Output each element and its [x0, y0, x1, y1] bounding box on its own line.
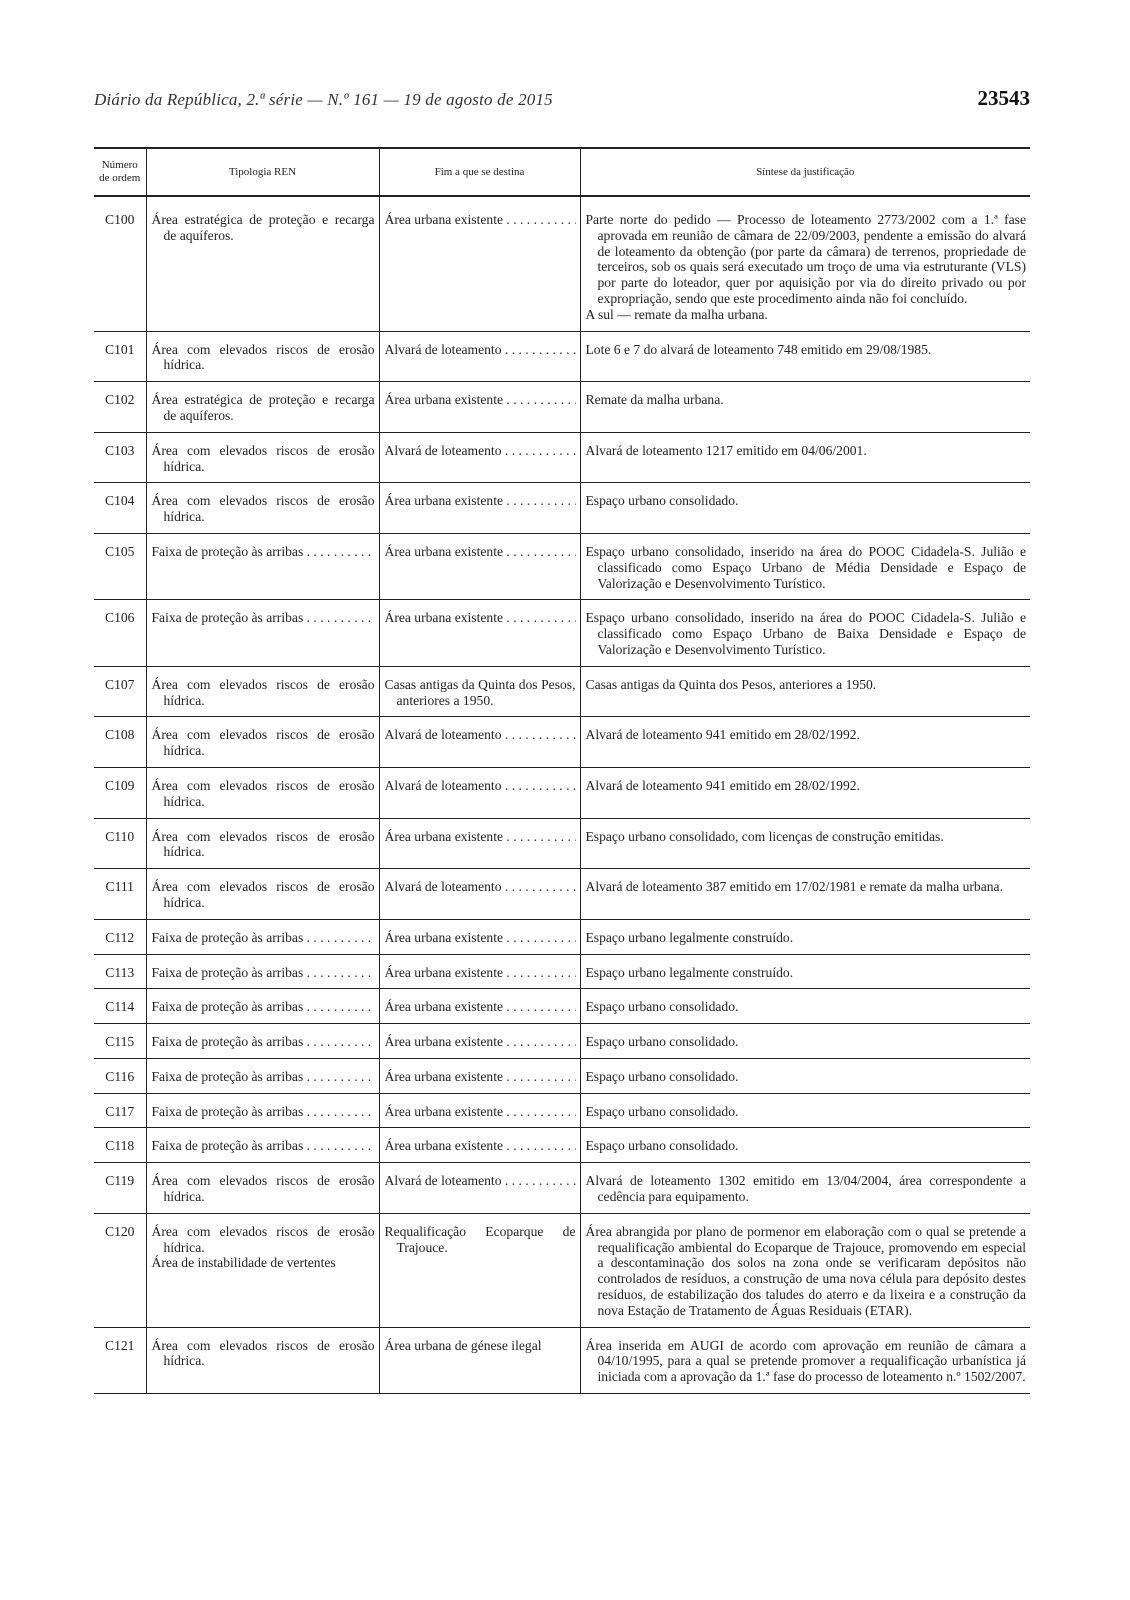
fim-text	[385, 965, 576, 981]
cell-fim	[379, 767, 580, 818]
tipologia-text	[152, 1255, 375, 1271]
cell-tipologia	[146, 331, 379, 382]
tipologia-text	[152, 879, 375, 911]
leader-dots	[503, 1138, 575, 1153]
fim-text	[385, 1104, 576, 1120]
tipologia-text	[152, 1338, 375, 1370]
cell-numero: C102	[94, 382, 146, 433]
cell-sintese	[580, 533, 1030, 599]
fim-value: Casas antigas da Quinta dos Pesos, anteriores a 1950.	[384, 676, 576, 708]
sintese-text: Espaço urbano legalmente construído.	[585, 964, 794, 980]
leader-dots	[503, 392, 575, 407]
cell-sintese	[580, 432, 1030, 483]
tipologia-value: Área com elevados riscos de erosão hídrica.	[151, 493, 375, 525]
sintese-text: Espaço urbano consolidado, com licenças de construção emitidas.	[585, 828, 944, 844]
fim-text	[385, 443, 576, 459]
journal-title: Diário da República, 2.ª série — N.º 161 — 19 de agosto de 2015	[94, 90, 553, 109]
cell-tipologia	[146, 954, 379, 989]
leader-dots	[503, 829, 575, 844]
leader-dots	[303, 610, 374, 625]
cell-tipologia	[146, 1213, 379, 1327]
cell-numero: C103	[94, 432, 146, 483]
tipologia-text	[152, 1104, 375, 1120]
table-row	[94, 666, 1030, 717]
cell-fim	[379, 196, 580, 331]
cell-numero: C108	[94, 717, 146, 768]
cell-tipologia	[146, 600, 379, 666]
leader-dots	[503, 1069, 575, 1084]
cell-tipologia	[146, 818, 379, 869]
fim-text	[385, 1034, 576, 1050]
sintese-text: Espaço urbano consolidado.	[585, 1034, 739, 1050]
sintese-text: Espaço urbano legalmente construído.	[585, 929, 794, 945]
fim-text	[385, 829, 576, 845]
tipologia-text	[152, 1173, 375, 1205]
cell-fim	[379, 989, 580, 1024]
fim-value: Área urbana existente	[384, 929, 504, 945]
cell-tipologia	[146, 1327, 379, 1393]
leader-dots	[503, 610, 575, 625]
table-row	[94, 717, 1030, 768]
cell-sintese	[580, 869, 1030, 920]
table-row	[94, 196, 1030, 331]
cell-sintese	[580, 382, 1030, 433]
cell-sintese	[580, 919, 1030, 954]
cell-sintese	[580, 1327, 1030, 1393]
tipologia-value: Área com elevados riscos de erosão hídrica.	[151, 1173, 375, 1205]
leader-dots	[503, 965, 575, 980]
tipologia-value: Área de instabilidade de vertentes	[151, 1255, 336, 1271]
sintese-text: Área abrangida por plano de pormenor em elaboração com o qual se pretende a requalificação ambiental do Ecoparque de Trajouce, promovendo em especial a descontaminação dos solos na zona onde se verificaram depósitos não controlados de resíduos, a construção de uma nova célula para depósito destes resíduos, de estabilização dos taludes do aterro e da lixeira e a construção da nova Estação de Tratamento de Águas Residuais (ETAR).	[585, 1223, 1026, 1318]
cell-numero: C121	[94, 1327, 146, 1393]
leader-dots	[502, 727, 576, 742]
fim-value: Área urbana existente	[384, 964, 504, 980]
tipologia-value: Área com elevados riscos de erosão hídrica.	[151, 777, 375, 809]
fim-value: Área urbana existente	[384, 1103, 504, 1119]
tipologia-value: Área estratégica de proteção e recarga de aquíferos.	[151, 392, 375, 423]
fim-text	[385, 879, 576, 895]
cell-fim	[379, 717, 580, 768]
cell-numero: C116	[94, 1058, 146, 1093]
leader-dots	[503, 544, 575, 559]
sintese-text: Alvará de loteamento 387 emitido em 17/02/1981 e remate da malha urbana.	[585, 879, 1003, 895]
page-header	[94, 86, 1030, 116]
cell-fim	[379, 1327, 580, 1393]
cell-fim	[379, 666, 580, 717]
cell-fim	[379, 1058, 580, 1093]
tipologia-text	[152, 829, 375, 861]
tipologia-value: Área com elevados riscos de erosão hídrica.	[151, 727, 375, 759]
leader-dots	[502, 879, 576, 894]
col-header-sintese: Síntese da justificação	[580, 148, 1030, 196]
cell-fim	[379, 1128, 580, 1163]
fim-value: Alvará de loteamento	[384, 341, 502, 357]
leader-dots	[303, 544, 374, 559]
sintese-text: Espaço urbano consolidado.	[585, 1103, 739, 1119]
cell-fim	[379, 382, 580, 433]
fim-text	[385, 342, 576, 358]
tipologia-text	[152, 1069, 375, 1085]
leader-dots	[502, 1173, 576, 1188]
tipologia-value: Faixa de proteção às arribas	[151, 610, 304, 626]
table-row	[94, 818, 1030, 869]
tipologia-text	[152, 1224, 375, 1256]
tipologia-value: Faixa de proteção às arribas	[151, 999, 304, 1015]
cell-tipologia	[146, 196, 379, 331]
table-row	[94, 989, 1030, 1024]
leader-dots	[503, 212, 575, 227]
leader-dots	[502, 443, 576, 458]
cell-fim	[379, 1024, 580, 1059]
tipologia-value: Faixa de proteção às arribas	[151, 929, 304, 945]
cell-sintese	[580, 1128, 1030, 1163]
tipologia-text	[152, 1138, 375, 1154]
sintese-text: Parte norte do pedido — Processo de loteamento 2773/2002 com a 1.ª fase aprovada em reunião de câmara de 22/09/2003, pendente a emissão do alvará de loteamento da obtenção (por parte da câmara) de terrenos, propriedade de terceiros, sob os quais será executado um troço de uma via estruturante (VLS) por parte do loteador, quer por aquisição por via do direito privado ou por expropriação, sendo que este procedimento ainda não foi concluído.	[585, 212, 1026, 306]
cell-tipologia	[146, 382, 379, 433]
cell-sintese	[580, 717, 1030, 768]
cell-tipologia	[146, 989, 379, 1024]
cell-fim	[379, 533, 580, 599]
cell-tipologia	[146, 1093, 379, 1128]
fim-value: Alvará de loteamento	[384, 1173, 502, 1189]
leader-dots	[503, 1034, 575, 1049]
tipologia-text	[152, 392, 375, 424]
table-row	[94, 1128, 1030, 1163]
tipologia-value: Área com elevados riscos de erosão hídrica.	[151, 676, 375, 708]
cell-tipologia	[146, 483, 379, 534]
table-row	[94, 331, 1030, 382]
fim-value: Requalificação Ecoparque de Trajouce.	[384, 1223, 576, 1255]
table-header-row	[94, 148, 1030, 196]
cell-tipologia	[146, 533, 379, 599]
cell-numero: C115	[94, 1024, 146, 1059]
fim-text	[385, 677, 576, 709]
cell-numero: C101	[94, 331, 146, 382]
fim-text	[385, 727, 576, 743]
cell-sintese	[580, 331, 1030, 382]
cell-fim	[379, 600, 580, 666]
fim-value: Alvará de loteamento	[384, 879, 502, 895]
table-row	[94, 432, 1030, 483]
fim-value: Área urbana existente	[384, 392, 504, 408]
table-row	[94, 767, 1030, 818]
fim-text	[385, 930, 576, 946]
cell-sintese	[580, 600, 1030, 666]
cell-tipologia	[146, 869, 379, 920]
cell-numero: C118	[94, 1128, 146, 1163]
cell-numero: C110	[94, 818, 146, 869]
cell-tipologia	[146, 432, 379, 483]
leader-dots	[303, 1069, 374, 1084]
tipologia-text	[152, 610, 375, 626]
cell-numero: C117	[94, 1093, 146, 1128]
tipologia-value: Faixa de proteção às arribas	[151, 1103, 304, 1119]
sintese-text: Espaço urbano consolidado.	[585, 999, 739, 1015]
tipologia-value: Área com elevados riscos de erosão hídrica.	[151, 442, 375, 474]
cell-sintese	[580, 954, 1030, 989]
fim-value: Alvará de loteamento	[384, 442, 502, 458]
cell-sintese	[580, 818, 1030, 869]
table-row	[94, 1327, 1030, 1393]
fim-value: Área urbana existente	[384, 1034, 504, 1050]
fim-value: Alvará de loteamento	[384, 777, 502, 793]
cell-fim	[379, 432, 580, 483]
sintese-text: Casas antigas da Quinta dos Pesos, anteriores a 1950.	[585, 676, 877, 692]
fim-text	[385, 1069, 576, 1085]
cell-fim	[379, 818, 580, 869]
cell-tipologia	[146, 1024, 379, 1059]
cell-numero: C104	[94, 483, 146, 534]
tipologia-text	[152, 727, 375, 759]
tipologia-value: Faixa de proteção às arribas	[151, 964, 304, 980]
sintese-text: Alvará de loteamento 941 emitido em 28/02/1992.	[585, 777, 860, 793]
fim-value: Área urbana existente	[384, 1068, 504, 1084]
cell-sintese	[580, 767, 1030, 818]
cell-tipologia	[146, 717, 379, 768]
fim-text	[385, 1173, 576, 1189]
ren-table	[94, 147, 1030, 1394]
leader-dots	[502, 778, 576, 793]
sintese-text: Alvará de loteamento 1302 emitido em 13/04/2004, área correspondente a cedência para equipamento.	[585, 1173, 1026, 1205]
table-row	[94, 1163, 1030, 1214]
tipologia-text	[152, 778, 375, 810]
cell-sintese	[580, 483, 1030, 534]
table-row	[94, 1093, 1030, 1128]
fim-value: Área urbana existente	[384, 999, 504, 1015]
sintese-text: Espaço urbano consolidado, inserido na área do POOC Cidadela-S. Julião e classificado como Espaço Urbano de Média Densidade e Espaço de Valorização e Desenvolvimento Turístico.	[585, 543, 1026, 591]
sintese-text: Alvará de loteamento 941 emitido em 28/02/1992.	[585, 727, 860, 743]
fim-text	[385, 212, 576, 228]
tipologia-text	[152, 999, 375, 1015]
cell-sintese	[580, 1024, 1030, 1059]
fim-value: Alvará de loteamento	[384, 727, 502, 743]
leader-dots	[503, 1104, 575, 1119]
fim-value: Área urbana existente	[384, 610, 504, 626]
leader-dots	[503, 999, 575, 1014]
cell-sintese	[580, 989, 1030, 1024]
tipologia-value: Área com elevados riscos de erosão hídrica.	[151, 879, 375, 910]
cell-fim	[379, 919, 580, 954]
tipologia-text	[152, 342, 375, 374]
table-row	[94, 954, 1030, 989]
cell-tipologia	[146, 1128, 379, 1163]
leader-dots	[503, 493, 575, 508]
cell-sintese	[580, 666, 1030, 717]
tipologia-value: Área com elevados riscos de erosão hídrica.	[151, 828, 375, 860]
tipologia-value: Faixa de proteção às arribas	[151, 1138, 304, 1154]
sintese-text: Espaço urbano consolidado, inserido na área do POOC Cidadela-S. Julião e classificado como Espaço Urbano de Baixa Densidade e Espaço de Valorização e Desenvolvimento Turístico.	[585, 610, 1026, 657]
cell-numero: C100	[94, 196, 146, 331]
cell-tipologia	[146, 1163, 379, 1214]
tipologia-text	[152, 443, 375, 475]
leader-dots	[303, 965, 374, 980]
cell-sintese	[580, 196, 1030, 331]
sintese-text: Lote 6 e 7 do alvará de loteamento 748 emitido em 29/08/1985.	[585, 341, 932, 357]
fim-value: Área urbana existente	[384, 828, 504, 844]
cell-fim	[379, 483, 580, 534]
fim-text	[385, 392, 576, 408]
sintese-text: Remate da malha urbana.	[585, 392, 724, 408]
col-header-tipologia: Tipologia REN	[146, 148, 379, 196]
tipologia-text	[152, 930, 375, 946]
leader-dots	[303, 1104, 374, 1119]
sintese-text: Espaço urbano consolidado.	[585, 1068, 739, 1084]
cell-numero: C111	[94, 869, 146, 920]
leader-dots	[303, 999, 374, 1014]
cell-numero: C119	[94, 1163, 146, 1214]
fim-text	[385, 1138, 576, 1154]
cell-numero: C114	[94, 989, 146, 1024]
cell-tipologia	[146, 767, 379, 818]
cell-tipologia	[146, 1058, 379, 1093]
cell-fim	[379, 1213, 580, 1327]
fim-value: Área urbana existente	[384, 1138, 504, 1154]
cell-numero: C106	[94, 600, 146, 666]
cell-sintese	[580, 1213, 1030, 1327]
tipologia-text	[152, 544, 375, 560]
tipologia-value: Área com elevados riscos de erosão hídrica.	[151, 1337, 375, 1369]
cell-sintese	[580, 1058, 1030, 1093]
cell-numero: C113	[94, 954, 146, 989]
cell-sintese	[580, 1163, 1030, 1214]
cell-tipologia	[146, 919, 379, 954]
fim-value: Área urbana existente	[384, 543, 504, 559]
tipologia-value: Área com elevados riscos de erosão hídrica.	[151, 1223, 375, 1255]
cell-fim	[379, 1163, 580, 1214]
tipologia-text	[152, 965, 375, 981]
table-row	[94, 1058, 1030, 1093]
table-row	[94, 1024, 1030, 1059]
col-header-fim: Fim a que se destina	[379, 148, 580, 196]
fim-text	[385, 999, 576, 1015]
fim-text	[385, 610, 576, 626]
sintese-text: Alvará de loteamento 1217 emitido em 04/06/2001.	[585, 442, 867, 458]
tipologia-text	[152, 212, 375, 244]
tipologia-value: Faixa de proteção às arribas	[151, 1034, 304, 1050]
leader-dots	[303, 1034, 374, 1049]
fim-text	[385, 1338, 576, 1354]
cell-fim	[379, 869, 580, 920]
page-number: 23543	[977, 86, 1030, 110]
table-row	[94, 483, 1030, 534]
table-row	[94, 382, 1030, 433]
table-body	[94, 196, 1030, 1394]
fim-value: Área urbana existente	[384, 212, 504, 227]
leader-dots	[503, 930, 575, 945]
fim-value: Área urbana de génese ilegal	[384, 1337, 542, 1353]
table-row	[94, 869, 1030, 920]
fim-text	[385, 493, 576, 509]
fim-text	[385, 778, 576, 794]
fim-value: Área urbana existente	[384, 493, 504, 509]
cell-fim	[379, 331, 580, 382]
cell-tipologia	[146, 666, 379, 717]
tipologia-value: Faixa de proteção às arribas	[151, 1068, 304, 1084]
table-row	[94, 1213, 1030, 1327]
cell-numero: C109	[94, 767, 146, 818]
sintese-text: Área inserida em AUGI de acordo com aprovação em reunião de câmara a 04/10/1995, para a qual se pretende promover a requalificação urbanística já iniciada com a aprovação da 1.ª fase do processo de loteamento n.º 1502/2007.	[585, 1337, 1026, 1385]
tipologia-text	[152, 677, 375, 709]
cell-sintese	[580, 1093, 1030, 1128]
table-row	[94, 600, 1030, 666]
cell-numero: C112	[94, 919, 146, 954]
fim-text	[385, 1224, 576, 1256]
leader-dots	[303, 930, 374, 945]
leader-dots	[303, 1138, 374, 1153]
tipologia-value: Faixa de proteção às arribas	[151, 543, 304, 559]
tipologia-value: Área com elevados riscos de erosão hídrica.	[151, 341, 375, 373]
cell-numero: C107	[94, 666, 146, 717]
sintese-text: Espaço urbano consolidado.	[585, 1138, 739, 1154]
sintese-text: Espaço urbano consolidado.	[585, 493, 739, 509]
col-header-numero: Número de ordem	[94, 148, 146, 196]
fim-text	[385, 544, 576, 560]
cell-numero: C105	[94, 533, 146, 599]
table-row	[94, 919, 1030, 954]
tipologia-text	[152, 493, 375, 525]
sintese-text: A sul — remate da malha urbana.	[585, 306, 768, 322]
tipologia-value: Área estratégica de proteção e recarga de aquíferos.	[151, 212, 375, 243]
cell-fim	[379, 954, 580, 989]
tipologia-text	[152, 1034, 375, 1050]
cell-fim	[379, 1093, 580, 1128]
cell-numero: C120	[94, 1213, 146, 1327]
table-row	[94, 533, 1030, 599]
leader-dots	[502, 342, 576, 357]
